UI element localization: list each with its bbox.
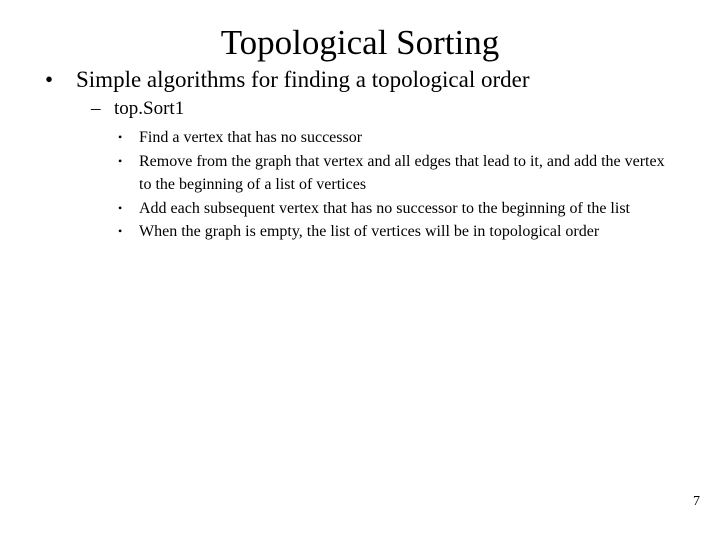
bullet-marker: • bbox=[118, 130, 123, 144]
step-item bbox=[118, 220, 678, 244]
step-item bbox=[118, 150, 678, 197]
page-number: 7 bbox=[693, 494, 700, 509]
step-item bbox=[118, 126, 678, 150]
bullet-marker: • bbox=[118, 153, 123, 168]
bullet-marker: • bbox=[45, 67, 54, 92]
sub-heading-text: top.Sort1 bbox=[114, 98, 185, 119]
main-bullet-text: Simple algorithms for finding a topological order bbox=[76, 67, 530, 92]
step-text: Remove from the graph that vertex and all edges that lead to it, and add the vertex to the beginning of a list of vertices bbox=[139, 152, 665, 193]
step-text: Add each subsequent vertex that has no successor to the beginning of the list bbox=[139, 199, 630, 217]
slide-title: Topological Sorting bbox=[220, 23, 500, 62]
bullet-marker: • bbox=[118, 224, 123, 238]
step-list bbox=[118, 126, 678, 244]
dash-marker: – bbox=[91, 98, 101, 119]
step-item bbox=[118, 197, 678, 221]
bullet-marker: • bbox=[118, 200, 123, 215]
step-text: Find a vertex that has no successor bbox=[139, 129, 363, 146]
step-text: When the graph is empty, the list of vertices will be in topological order bbox=[139, 223, 600, 240]
